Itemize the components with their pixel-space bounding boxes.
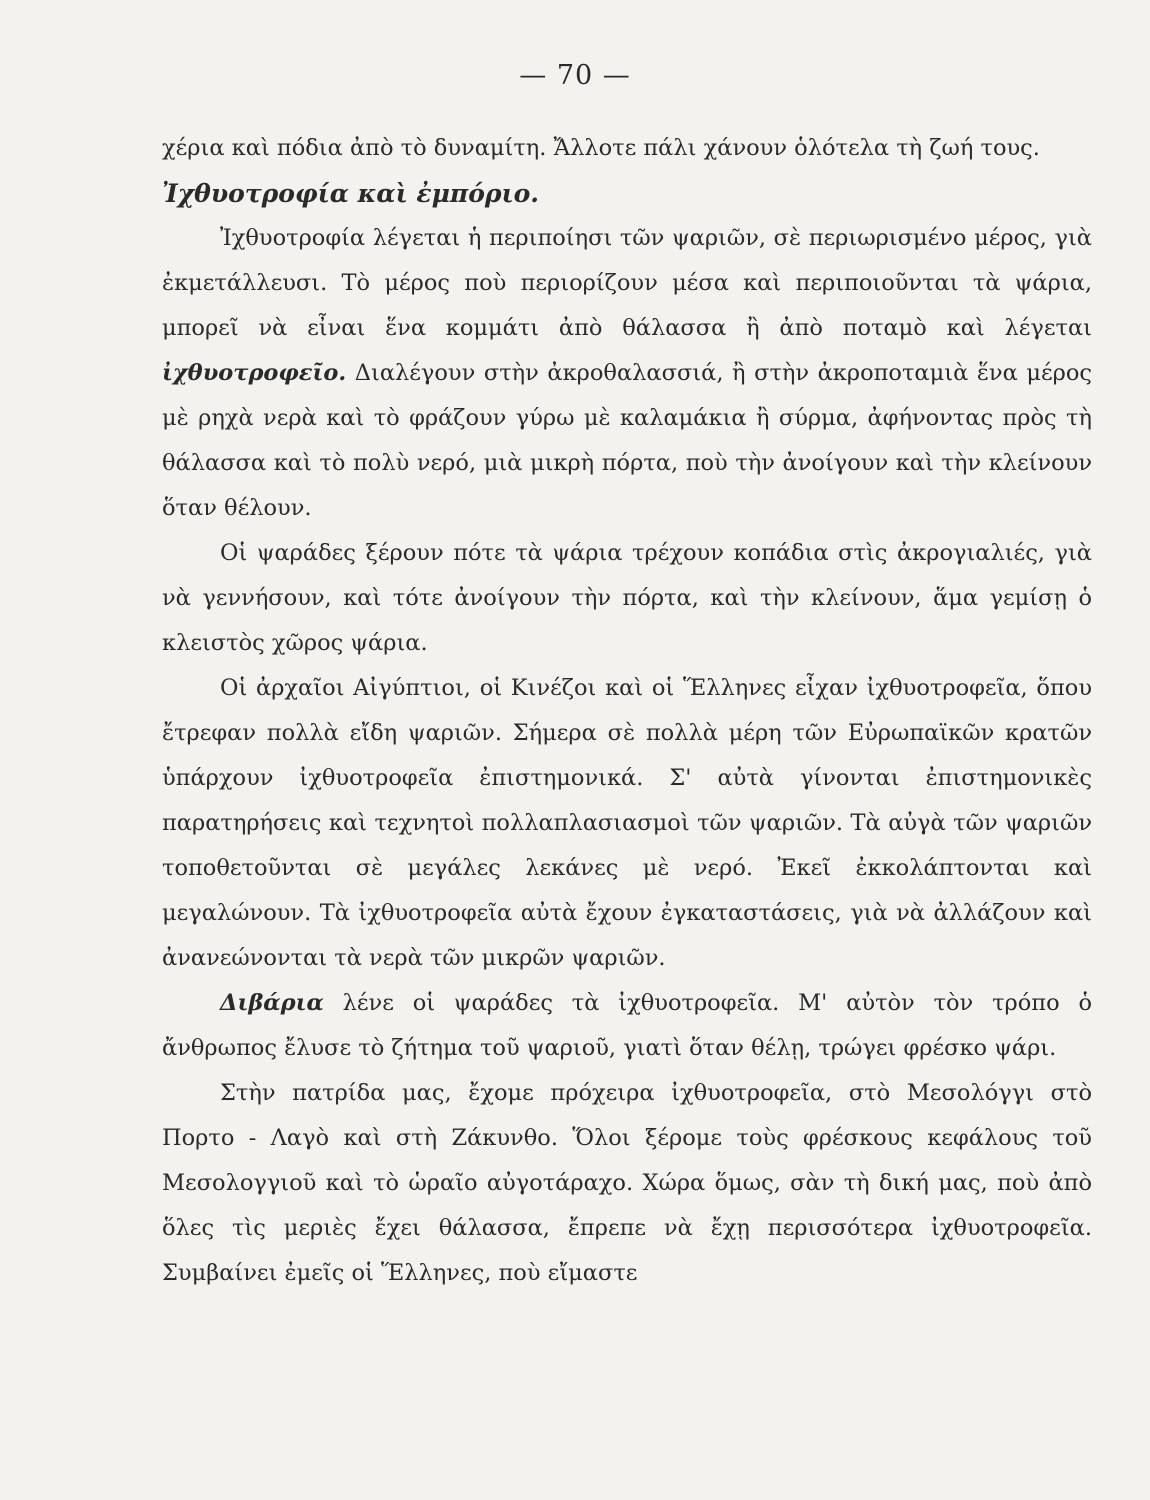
emphasized-term: Διβάρια [220,990,324,1016]
paragraph-fishermen: Οἱ ψαράδες ξέρουν πότε τὰ ψάρια τρέχουν κοπάδια στὶς ἀκρογιαλιές, γιὰ νὰ γεννήσουν, καὶ τότε ἀνοίγουν τὴν πόρτα, καὶ τὴν κλείνουν, ἅμα γεμίσῃ ὁ κλειστὸς χῶρος ψάρια. [162,540,1092,656]
section-heading: Ἰχθυοτροφία καὶ ἐμπόριο. [162,179,539,208]
paragraph-fish-farming-definition [162,216,1092,531]
paragraph-continuation: χέρια καὶ πόδια ἀπὸ τὸ δυναμίτη. Ἄλλοτε πάλι χάνουν ὁλότελα τὴ ζωή τους. [162,135,1040,161]
paragraph-greece: Στὴν πατρίδα μας, ἔχομε πρόχειρα ἰχθυοτροφεῖα, στὸ Μεσολόγγι στὸ Πορτο - Λαγὸ καὶ στὴ Ζάκυνθο. Ὅλοι ξέρομε τοὺς φρέσκους κεφάλους τοῦ Μεσολογγιοῦ καὶ τὸ ὡραῖο αὐγοτάραχο. Χώρα ὅμως, σὰν τὴ δική μας, ποὺ ἀπὸ ὅλες τὶς μεριὲς ἔχει θάλασσα, ἔπρεπε νὰ ἔχῃ περισσότερα ἰχθυοτροφεῖα. Συμβαίνει ἐμεῖς οἱ Ἕλληνες, ποὺ εἴμαστε [162,1080,1092,1286]
paragraph-ancient-fisheries: Οἱ ἀρχαῖοι Αἰγύπτιοι, οἱ Κινέζοι καὶ οἱ Ἕλληνες εἶχαν ἰχθυοτροφεῖα, ὅπου ἔτρεφαν πολλὰ εἴδη ψαριῶν. Σήμερα σὲ πολλὰ μέρη τῶν Εὐρωπαϊκῶν κρατῶν ὑπάρχουν ἰχθυοτροφεῖα ἐπιστημονικά. Σ' αὐτὰ γίνονται ἐπιστημονικὲς παρατηρήσεις καὶ τεχνητοὶ πολλαπλασιασμοὶ τῶν ψαριῶν. Τὰ αὐγὰ τῶν ψαριῶν τοποθετοῦνται σὲ μεγάλες λεκάνες μὲ νερό. Ἐκεῖ ἐκκολάπτονται καὶ μεγαλώνουν. Τὰ ἰχθυοτροφεῖα αὐτὰ ἔχουν ἐγκαταστάσεις, γιὰ νὰ ἀλλάζουν καὶ ἀνανεώνονται τὰ νερὰ τῶν μικρῶν ψαριῶν. [162,675,1092,971]
paragraph-text: Ἰχθυοτροφία λέγεται ἡ περιποίησι τῶν ψαριῶν, σὲ περιωρισμένο μέρος, γιὰ ἐκμετάλλευσι. Τὸ μέρος ποὺ περιορίζουν μέσα καὶ περιποιοῦνται τὰ ψάρια, μπορεῖ νὰ εἶναι ἕνα κομμάτι ἀπὸ θάλασσα ἢ ἀπὸ ποταμὸ καὶ λέγεται [162,225,1092,341]
paragraph-text: Διαλέγουν στὴν ἀκροθαλασσιά, ἢ στὴν ἀκροποταμιὰ ἕνα μέρος μὲ ρηχὰ νερὰ καὶ τὸ φράζουν γύρω μὲ καλαμάκια ἢ σύρμα, ἀφήνοντας πρὸς τὴ θάλασσα καὶ τὸ πολὺ νερό, μιὰ μικρὴ πόρτα, ποὺ τὴν ἀνοίγουν καὶ τὴν κλείνουν ὅταν θέλουν. [162,360,1092,521]
emphasized-term: ἰχθυοτροφεῖο. [162,360,347,386]
paragraph-divaria [162,981,1092,1071]
page-number: — 70 — [519,60,631,91]
page-body [162,126,1092,1296]
paragraph-text: λένε οἱ ψαράδες τὰ ἰχθυοτροφεῖα. Μ' αὐτὸν τὸν τρόπο ὁ ἄνθρωπος ἔλυσε τὸ ζήτημα τοῦ ψαριοῦ, γιατὶ ὅταν θέλῃ, τρώγει φρέσκο ψάρι. [162,990,1093,1061]
